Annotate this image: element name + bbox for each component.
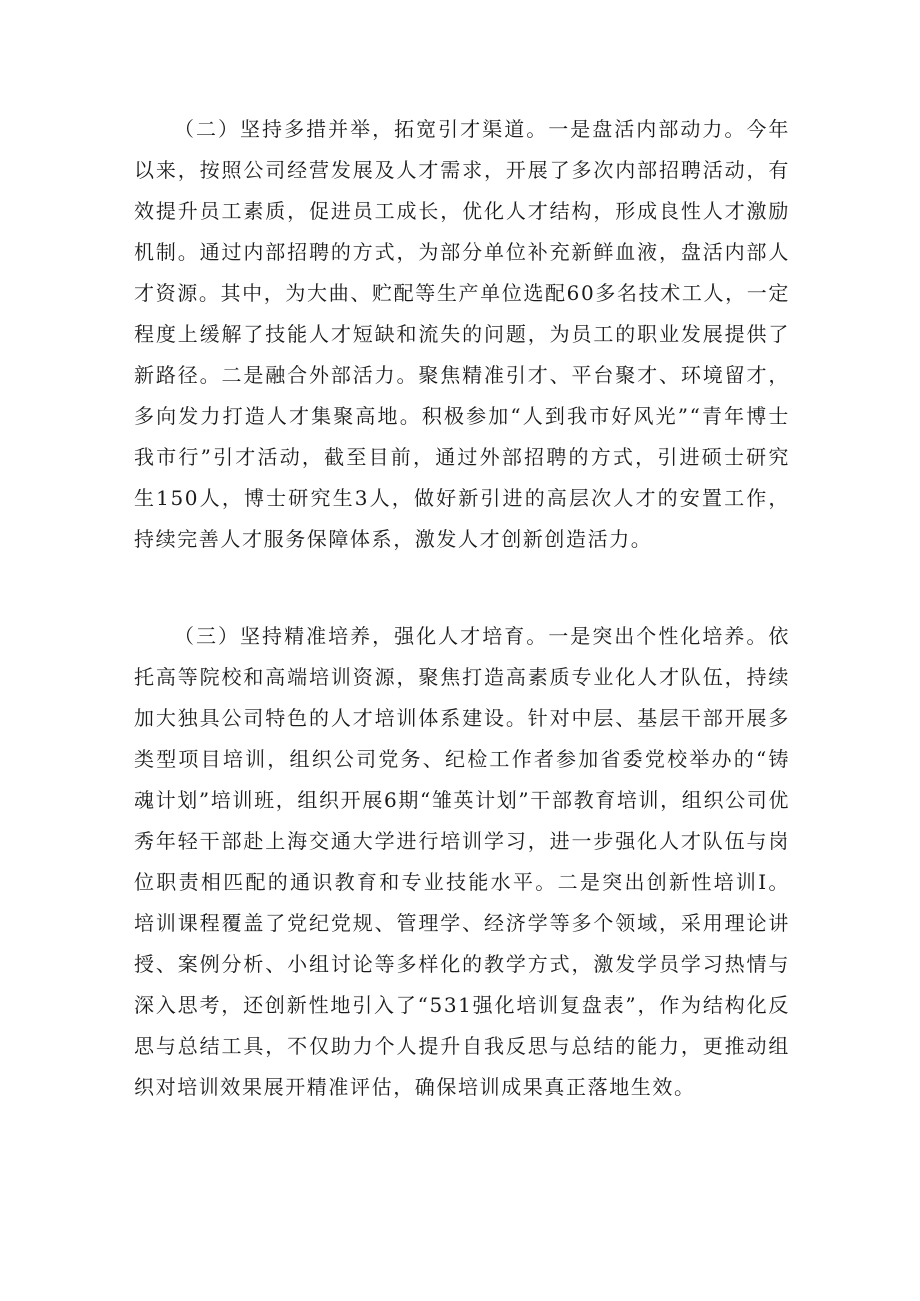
paragraph-section-2: （二）坚持多措并举，拓宽引才渠道。一是盘活内部动力。今年以来，按照公司经营发展及人才需求，开展了多次内部招聘活动，有效提升员工素质，促进员工成长，优化人才结构，形成良性人才激励机制。通过内部招聘的方式，为部分单位补充新鲜血液，盘活内部人才资源。其中，为大曲、贮配等生产单位选配60多名技术工人，一定程度上缓解了技能人才短缺和流失的问题，为员工的职业发展提供了新路径。二是融合外部活力。聚焦精准引才、平台聚才、环境留才，多向发力打造人才集聚高地。积极参加“人到我市好风光”“青年博士我市行”引才活动，截至目前，通过外部招聘的方式，引进硕士研究生150人，博士研究生3人，做好新引进的高层次人才的安置工作，持续完善人才服务保障体系，激发人才创新创造活力。 <box>134 117 790 551</box>
paragraph-section-3: （三）坚持精准培养，强化人才培育。一是突出个性化培养。依托高等院校和高端培训资源，聚焦打造高素质专业化人才队伍，持续加大独具公司特色的人才培训体系建设。针对中层、基层干部开展多类型项目培训，组织公司党务、纪检工作者参加省委党校举办的“铸魂计划”培训班，组织开展6期“雏英计划”干部教育培训，组织公司优秀年轻干部赴上海交通大学进行培训学习，进一步强化人才队伍与岗位职责相匹配的通识教育和专业技能水平。二是突出创新性培训I。培训课程覆盖了党纪党规、管理学、经济学等多个领域，采用理论讲授、案例分析、小组讨论等多样化的教学方式，激发学员学习热情与深入思考，还创新性地引入了“531强化培训复盘表”，作为结构化反思与总结工具，不仅助力个人提升自我反思与总结的能力，更推动组织对培训效果展开精准评估，确保培训成果真正落地生效。 <box>134 624 790 1099</box>
